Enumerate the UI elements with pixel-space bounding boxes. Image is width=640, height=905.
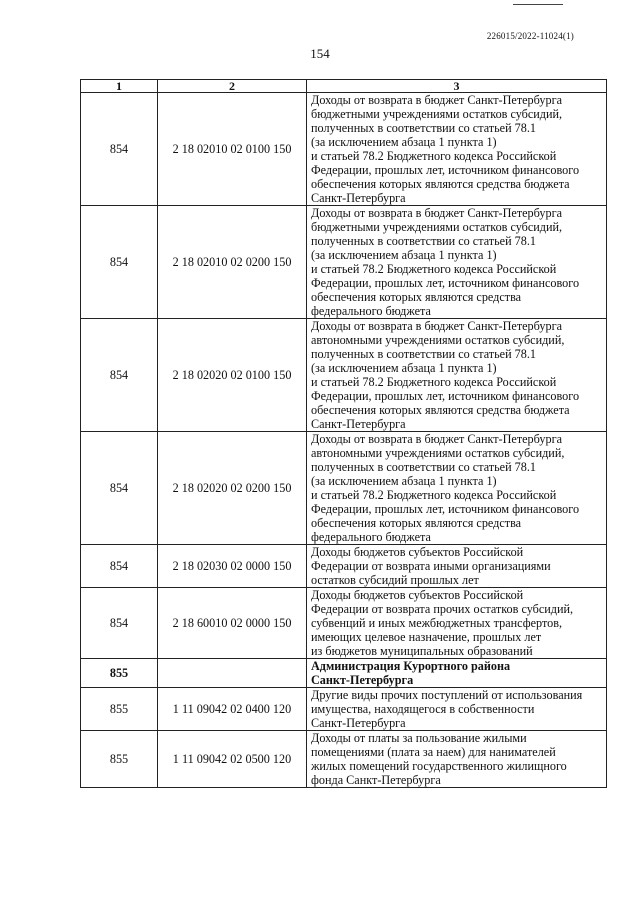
description-line: Доходы от возврата в бюджет Санкт-Петербурга (311, 432, 562, 446)
table-row (81, 588, 607, 659)
budget-classification-code-cell: 2 18 02030 02 0000 150 (158, 545, 307, 588)
description-line: Санкт-Петербурга (311, 417, 406, 431)
description-line: автономными учреждениями остатков субсидий, (311, 446, 565, 460)
budget-classification-code-cell: 2 18 02010 02 0100 150 (158, 93, 307, 206)
description-line: (за исключением абзаца 1 пункта 1) (311, 474, 497, 488)
description-line: полученных в соответствии со статьей 78.1 (311, 347, 536, 361)
description-line: обеспечения которых являются средства бюджета (311, 403, 570, 417)
description-line: Доходы от возврата в бюджет Санкт-Петербурга (311, 93, 562, 107)
description-line: и статьей 78.2 Бюджетного кодекса Российской (311, 488, 557, 502)
description-cell (307, 319, 607, 432)
admin-code-cell: 855 (81, 731, 158, 788)
description-line: жилых помещений государственного жилищного (311, 759, 567, 773)
description-line: обеспечения которых являются средства (311, 516, 522, 530)
description-line: Санкт-Петербурга (311, 716, 406, 730)
description-line: Санкт-Петербурга (311, 191, 406, 205)
admin-code-cell: 854 (81, 588, 158, 659)
admin-code-cell: 854 (81, 206, 158, 319)
table-row (81, 319, 607, 432)
description-line: Доходы бюджетов субъектов Российской (311, 588, 524, 602)
admin-code-cell: 854 (81, 319, 158, 432)
description-line: федерального бюджета (311, 530, 431, 544)
admin-code-cell: 855 (81, 688, 158, 731)
description-cell (307, 731, 607, 788)
description-cell (307, 432, 607, 545)
description-line: обеспечения которых являются средства (311, 290, 522, 304)
description-line: Администрация Курортного района (311, 659, 511, 673)
description-line: субвенций и иных межбюджетных трансфертов, (311, 616, 563, 630)
description-cell (307, 93, 607, 206)
description-line: остатков субсидий прошлых лет (311, 573, 479, 587)
description-line: Доходы от возврата в бюджет Санкт-Петербурга (311, 319, 562, 333)
description-line: Доходы от платы за пользование жилыми (311, 731, 527, 745)
budget-classification-code-cell: 2 18 02020 02 0200 150 (158, 432, 307, 545)
description-line: Другие виды прочих поступлений от использования (311, 688, 583, 702)
table-row (81, 545, 607, 588)
budget-code-table (80, 79, 607, 788)
description-line: (за исключением абзаца 1 пункта 1) (311, 248, 497, 262)
description-cell (307, 545, 607, 588)
description-line: Доходы от возврата в бюджет Санкт-Петербурга (311, 206, 562, 220)
description-line: Федерации, прошлых лет, источником финансового (311, 163, 580, 177)
description-line: (за исключением абзаца 1 пункта 1) (311, 361, 497, 375)
budget-classification-code-cell: 2 18 02020 02 0100 150 (158, 319, 307, 432)
description-line: Санкт-Петербурга (311, 673, 414, 687)
description-line: помещениями (плата за наем) для нанимателей (311, 745, 556, 759)
description-line: автономными учреждениями остатков субсидий, (311, 333, 565, 347)
description-cell (307, 688, 607, 731)
description-cell (307, 659, 607, 688)
description-line: и статьей 78.2 Бюджетного кодекса Российской (311, 149, 557, 163)
budget-classification-code-cell: 1 11 09042 02 0400 120 (158, 688, 307, 731)
table-body (81, 93, 607, 788)
description-line: имущества, находящегося в собственности (311, 702, 535, 716)
document-number: 226015/2022-11024(1) (486, 31, 574, 41)
description-line: и статьей 78.2 Бюджетного кодекса Российской (311, 262, 557, 276)
description-line: бюджетными учреждениями остатков субсидий, (311, 107, 563, 121)
description-line: обеспечения которых являются средства бюджета (311, 177, 570, 191)
table-row (81, 432, 607, 545)
table-row (81, 659, 607, 688)
admin-code-cell: 854 (81, 93, 158, 206)
budget-classification-code-cell: 2 18 02010 02 0200 150 (158, 206, 307, 319)
description-line: (за исключением абзаца 1 пункта 1) (311, 135, 497, 149)
description-line: федерального бюджета (311, 304, 431, 318)
description-line: Федерации от возврата прочих остатков субсидий, (311, 602, 574, 616)
table-header-row (81, 80, 607, 93)
admin-code-cell: 854 (81, 545, 158, 588)
description-line: полученных в соответствии со статьей 78.1 (311, 460, 536, 474)
description-cell (307, 588, 607, 659)
description-line: Федерации, прошлых лет, источником финансового (311, 502, 580, 516)
description-cell (307, 206, 607, 319)
table-row (81, 688, 607, 731)
column-header: 2 (158, 80, 307, 93)
table-row (81, 731, 607, 788)
admin-code-cell: 855 (81, 659, 158, 688)
description-line: Федерации, прошлых лет, источником финансового (311, 389, 580, 403)
top-rule (513, 4, 563, 5)
description-line: имеющих целевое назначение, прошлых лет (311, 630, 542, 644)
description-line: полученных в соответствии со статьей 78.1 (311, 234, 536, 248)
description-line: Федерации от возврата иными организациями (311, 559, 551, 573)
description-line: фонда Санкт-Петербурга (311, 773, 441, 787)
description-line: полученных в соответствии со статьей 78.1 (311, 121, 536, 135)
description-line: Доходы бюджетов субъектов Российской (311, 545, 524, 559)
budget-classification-code-cell (158, 659, 307, 688)
column-header: 3 (307, 80, 607, 93)
table-row (81, 206, 607, 319)
budget-classification-code-cell: 2 18 60010 02 0000 150 (158, 588, 307, 659)
description-line: бюджетными учреждениями остатков субсидий, (311, 220, 563, 234)
page-number: 154 (310, 46, 330, 61)
admin-code-cell: 854 (81, 432, 158, 545)
description-line: и статьей 78.2 Бюджетного кодекса Российской (311, 375, 557, 389)
budget-classification-code-cell: 1 11 09042 02 0500 120 (158, 731, 307, 788)
table-row (81, 93, 607, 206)
description-line: Федерации, прошлых лет, источником финансового (311, 276, 580, 290)
description-line: из бюджетов муниципальных образований (311, 644, 533, 658)
column-header: 1 (81, 80, 158, 93)
